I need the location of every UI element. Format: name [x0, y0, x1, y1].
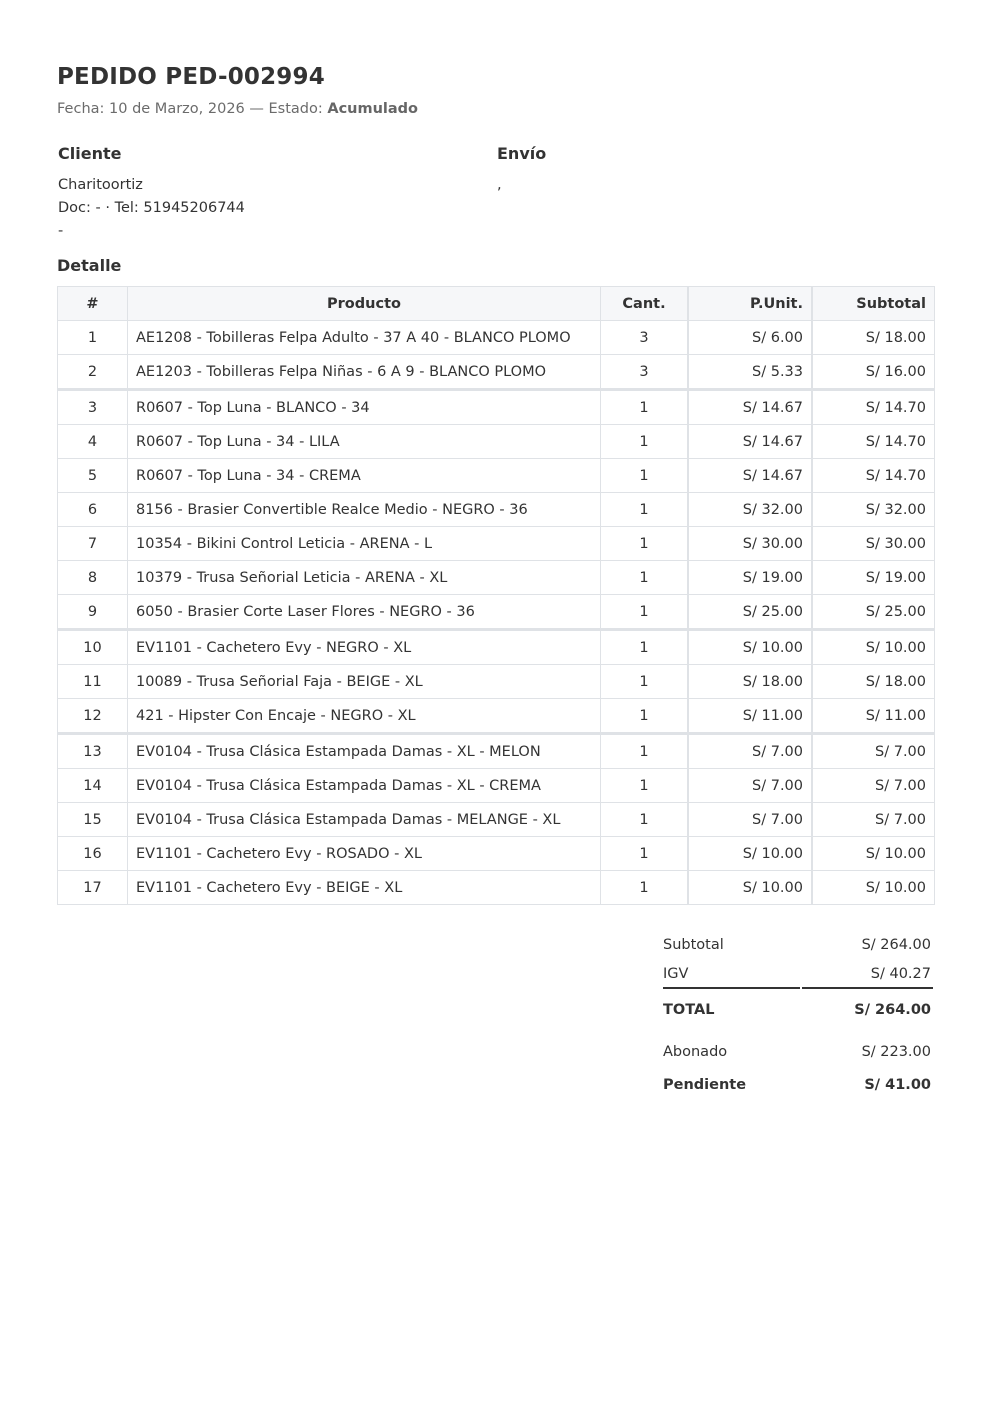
row-product: R0607 - Top Luna - 34 - CREMA	[128, 459, 601, 493]
row-unit-price: S/ 25.00	[688, 595, 812, 630]
row-product: 6050 - Brasier Corte Laser Flores - NEGRO - 36	[128, 595, 601, 630]
abonado-label: Abonado	[663, 1044, 728, 1060]
row-subtotal: S/ 18.00	[812, 321, 935, 355]
row-quantity: 1	[601, 630, 689, 665]
row-quantity: 1	[601, 425, 689, 459]
row-quantity: 1	[601, 769, 689, 803]
table-row	[58, 803, 935, 837]
table-row	[58, 699, 935, 734]
order-date: Fecha: 10 de Marzo, 2026 — Estado:	[57, 101, 328, 117]
detalle-heading: Detalle	[57, 256, 122, 275]
totals-igv-row	[663, 961, 933, 987]
row-quantity: 1	[601, 734, 689, 769]
row-product: AE1208 - Tobilleras Felpa Adulto - 37 A 40 - BLANCO PLOMO	[128, 321, 601, 355]
row-number: 12	[58, 699, 128, 734]
col-header-number: #	[58, 287, 128, 321]
row-number: 13	[58, 734, 128, 769]
row-quantity: 1	[601, 390, 689, 425]
row-number: 5	[58, 459, 128, 493]
row-number: 15	[58, 803, 128, 837]
totals-subtotal-row	[663, 930, 933, 961]
totals-abonado-row	[663, 1035, 933, 1069]
row-unit-price: S/ 10.00	[688, 837, 812, 871]
row-number: 14	[58, 769, 128, 803]
row-quantity: 1	[601, 595, 689, 630]
row-product: EV1101 - Cachetero Evy - NEGRO - XL	[128, 630, 601, 665]
row-number: 2	[58, 355, 128, 390]
row-product: 10089 - Trusa Señorial Faja - BEIGE - XL	[128, 665, 601, 699]
row-unit-price: S/ 7.00	[688, 734, 812, 769]
total-label: TOTAL	[663, 1002, 715, 1018]
row-product: EV0104 - Trusa Clásica Estampada Damas - XL - CREMA	[128, 769, 601, 803]
row-product: EV1101 - Cachetero Evy - BEIGE - XL	[128, 871, 601, 905]
row-number: 6	[58, 493, 128, 527]
row-quantity: 1	[601, 871, 689, 905]
table-row	[58, 425, 935, 459]
row-quantity: 1	[601, 459, 689, 493]
row-unit-price: S/ 7.00	[688, 769, 812, 803]
row-quantity: 1	[601, 493, 689, 527]
row-unit-price: S/ 32.00	[688, 493, 812, 527]
table-row	[58, 561, 935, 595]
row-subtotal: S/ 16.00	[812, 355, 935, 390]
table-row	[58, 837, 935, 871]
row-subtotal: S/ 32.00	[812, 493, 935, 527]
row-unit-price: S/ 18.00	[688, 665, 812, 699]
totals-summary	[663, 930, 933, 1101]
row-number: 7	[58, 527, 128, 561]
order-items-table	[57, 286, 935, 905]
row-quantity: 1	[601, 561, 689, 595]
row-unit-price: S/ 14.67	[688, 459, 812, 493]
row-number: 8	[58, 561, 128, 595]
row-subtotal: S/ 10.00	[812, 630, 935, 665]
row-product: R0607 - Top Luna - 34 - LILA	[128, 425, 601, 459]
total-value: S/ 264.00	[854, 1002, 931, 1018]
row-subtotal: S/ 30.00	[812, 527, 935, 561]
row-subtotal: S/ 10.00	[812, 871, 935, 905]
col-header-subtotal: Subtotal	[812, 287, 935, 321]
row-quantity: 3	[601, 355, 689, 390]
pendiente-value: S/ 41.00	[864, 1077, 931, 1093]
col-header-quantity: Cant.	[601, 287, 689, 321]
row-product: R0607 - Top Luna - BLANCO - 34	[128, 390, 601, 425]
igv-value: S/ 40.27	[870, 966, 931, 982]
row-product: 421 - Hipster Con Encaje - NEGRO - XL	[128, 699, 601, 734]
row-subtotal: S/ 7.00	[812, 803, 935, 837]
row-unit-price: S/ 10.00	[688, 871, 812, 905]
table-row	[58, 630, 935, 665]
row-subtotal: S/ 10.00	[812, 837, 935, 871]
row-number: 16	[58, 837, 128, 871]
envio-address: ,	[497, 177, 502, 193]
row-quantity: 1	[601, 527, 689, 561]
table-row	[58, 665, 935, 699]
table-row	[58, 734, 935, 769]
row-unit-price: S/ 19.00	[688, 561, 812, 595]
order-document	[57, 60, 935, 1093]
row-subtotal: S/ 7.00	[812, 769, 935, 803]
cliente-extra: -	[58, 223, 64, 239]
pendiente-label: Pendiente	[663, 1077, 747, 1093]
row-quantity: 1	[601, 803, 689, 837]
subtotal-label: Subtotal	[663, 937, 724, 953]
table-row	[58, 527, 935, 561]
order-meta	[57, 98, 935, 120]
table-row	[58, 595, 935, 630]
row-unit-price: S/ 5.33	[688, 355, 812, 390]
row-product: EV0104 - Trusa Clásica Estampada Damas - MELANGE - XL	[128, 803, 601, 837]
row-product: 8156 - Brasier Convertible Realce Medio - NEGRO - 36	[128, 493, 601, 527]
row-product: AE1203 - Tobilleras Felpa Niñas - 6 A 9 - BLANCO PLOMO	[128, 355, 601, 390]
row-number: 3	[58, 390, 128, 425]
table-body	[58, 321, 935, 905]
row-subtotal: S/ 19.00	[812, 561, 935, 595]
row-subtotal: S/ 14.70	[812, 425, 935, 459]
row-unit-price: S/ 6.00	[688, 321, 812, 355]
totals-pendiente-row	[663, 1069, 933, 1101]
row-product: 10379 - Trusa Señorial Leticia - ARENA - XL	[128, 561, 601, 595]
cliente-name: Charitoortiz	[58, 177, 143, 193]
row-unit-price: S/ 14.67	[688, 390, 812, 425]
row-subtotal: S/ 14.70	[812, 459, 935, 493]
page-title: PEDIDO PED-002994	[57, 64, 325, 90]
table-row	[58, 769, 935, 803]
row-subtotal: S/ 25.00	[812, 595, 935, 630]
row-product: 10354 - Bikini Control Leticia - ARENA - L	[128, 527, 601, 561]
igv-label: IGV	[663, 966, 689, 982]
row-quantity: 1	[601, 837, 689, 871]
row-number: 17	[58, 871, 128, 905]
parties-section	[57, 142, 935, 252]
row-quantity: 1	[601, 665, 689, 699]
col-header-product: Producto	[128, 287, 601, 321]
row-number: 9	[58, 595, 128, 630]
row-subtotal: S/ 7.00	[812, 734, 935, 769]
table-row	[58, 493, 935, 527]
row-quantity: 3	[601, 321, 689, 355]
table-row	[58, 390, 935, 425]
row-unit-price: S/ 10.00	[688, 630, 812, 665]
row-number: 11	[58, 665, 128, 699]
abonado-value: S/ 223.00	[861, 1044, 931, 1060]
row-unit-price: S/ 11.00	[688, 699, 812, 734]
table-header-row	[58, 287, 935, 321]
row-subtotal: S/ 18.00	[812, 665, 935, 699]
col-header-unit-price: P.Unit.	[688, 287, 812, 321]
row-unit-price: S/ 14.67	[688, 425, 812, 459]
row-subtotal: S/ 14.70	[812, 390, 935, 425]
subtotal-value: S/ 264.00	[861, 937, 931, 953]
table-row	[58, 459, 935, 493]
row-number: 4	[58, 425, 128, 459]
row-subtotal: S/ 11.00	[812, 699, 935, 734]
table-row	[58, 321, 935, 355]
row-product: EV1101 - Cachetero Evy - ROSADO - XL	[128, 837, 601, 871]
row-number: 10	[58, 630, 128, 665]
row-number: 1	[58, 321, 128, 355]
cliente-heading: Cliente	[58, 144, 122, 163]
cliente-block	[58, 142, 245, 243]
cliente-doc-tel: Doc: - · Tel: 51945206744	[58, 200, 245, 216]
row-unit-price: S/ 30.00	[688, 527, 812, 561]
envio-heading: Envío	[497, 144, 547, 163]
status-badge: Acumulado	[327, 101, 419, 117]
table-row	[58, 355, 935, 390]
row-unit-price: S/ 7.00	[688, 803, 812, 837]
table-row	[58, 871, 935, 905]
row-quantity: 1	[601, 699, 689, 734]
row-product: EV0104 - Trusa Clásica Estampada Damas - XL - MELON	[128, 734, 601, 769]
totals-total-row	[663, 989, 933, 1031]
envio-block	[497, 142, 546, 197]
